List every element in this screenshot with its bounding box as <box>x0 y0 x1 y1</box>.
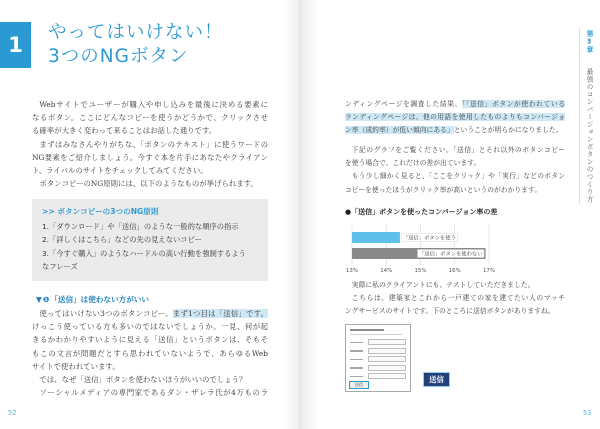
ng-principle-item: 3.「今すぐ購入」のようなハードルの高い行動を強制するよう <box>42 248 246 258</box>
form-row <box>350 365 408 372</box>
intro-line: NG要素をご紹介しましょう。今すぐ本を片手にあなたやクライアン <box>32 152 268 162</box>
form-subheader-bar <box>350 334 402 335</box>
side-tab-chapter-title: 最強のコンバージョンボタンのつくり方 <box>585 68 593 203</box>
highlighted-text: まず1つ目は「送信」です。 <box>172 309 268 318</box>
x-tick-label: 15% <box>414 268 427 274</box>
form-screenshot <box>345 324 411 392</box>
intro-line: なるボタン。ここにどんなコピーを使うかどうかで、クリックさせ <box>32 113 268 123</box>
chart-intro-line: 下記のグラフをご覧ください。「送信」とそれ以外のボタンコピー <box>351 146 565 154</box>
chart-title: ●「送信」ボタンを使ったコンバージョン率の差 <box>345 208 498 216</box>
submit-button-callout: 送信 <box>423 372 450 387</box>
ng-principle-item: 2.「詳しくはこちら」などの先の見えないコピー <box>42 235 202 245</box>
form-field-input <box>368 373 406 379</box>
body-line: もこの文言が問題だとすら思われていないようで、あらゆるWeb <box>32 348 268 358</box>
intro-line: まずはみなさんやりがちな、「ボタンのテキスト」に使うワードの <box>39 139 268 149</box>
body-line: ソーシャルメディアの専門家であるダン・ザレラ氏が4万ものラ <box>39 388 268 398</box>
research-line <box>345 124 565 137</box>
page-number-right: 53 <box>583 409 592 417</box>
page-title <box>48 21 224 69</box>
chart-intro-line: コピーを使ったほうがクリック率が高いというのがわかります。 <box>345 185 542 194</box>
bar-label: 「送信」ボタンを使わない <box>418 251 483 258</box>
form-field-input <box>368 348 406 354</box>
page-title-line-1: やってはいけない！ <box>48 22 224 43</box>
research-paragraph <box>345 98 565 138</box>
ng-principles-box <box>32 199 268 281</box>
form-field-input <box>368 365 406 371</box>
case-line: こちらは、建築家とこれから一戸建ての家を建てたい人のマッチ <box>351 294 565 303</box>
body-line: では、なぜ「送信」ボタンを使わないほうがいいのでしょう？ <box>39 374 247 384</box>
form-field-label <box>350 376 363 378</box>
x-tick-label: 14% <box>380 268 393 274</box>
form-submit-button: 送信 <box>349 381 369 389</box>
form-header-bar <box>350 329 384 331</box>
ng-principles-heading: >> ボタンコピーの3つのNG原則 <box>42 207 159 216</box>
form-field-input <box>368 339 406 345</box>
circled-number-one-icon: ❶ <box>42 295 50 304</box>
chart-intro-line: もう少し細かく見ると、「ここをクリック」や「実行」などのボタン <box>351 172 565 181</box>
highlighted-text: 「「送信」ボタンが使われている <box>461 100 565 108</box>
highlighted-text: ランディングページは、他の用語を使用したものよりもコンバージョ <box>345 113 565 122</box>
body-text: ンディングページを調査した結果、 <box>345 100 462 108</box>
case-line: 実際に私のクライアントにも、テストしていただきました。 <box>351 281 535 289</box>
section-heading <box>36 294 149 306</box>
body-text: 使ってはいけない3つのボタンコピー、 <box>39 309 173 318</box>
form-row <box>350 356 408 363</box>
case-line: ングサービスのサイトです。下のところに送信ボタンがありますね。 <box>345 307 555 316</box>
form-field-label <box>350 342 363 344</box>
form-field-label <box>350 359 363 361</box>
chapter-index-badge: 1 <box>0 22 31 68</box>
conversion-rate-chart <box>345 219 510 277</box>
body-line <box>32 307 268 320</box>
intro-paragraphs <box>32 98 268 190</box>
body-line: けっこう使っている方も多いのではないでしょうか。一見、何が起 <box>32 322 268 332</box>
form-field-label <box>350 367 363 369</box>
chart-intro-paragraphs <box>345 144 565 197</box>
research-line <box>345 98 565 111</box>
body-paragraphs <box>32 307 268 399</box>
side-tab-rule <box>579 28 580 204</box>
intro-line: る確率が大きく変わって来ることはお話した通りです。 <box>32 126 217 136</box>
x-tick-label: 13% <box>346 268 358 274</box>
bar-label: 「送信」ボタンを使う <box>402 235 456 242</box>
page-number-left: 52 <box>8 409 17 417</box>
x-tick-label: 16% <box>448 268 461 274</box>
x-tick-label: 17% <box>483 268 495 274</box>
form-field-input <box>368 356 406 362</box>
intro-line: ボタンコピーのNG原則には、以下のようなものが挙げられます。 <box>39 179 258 189</box>
research-line <box>345 111 565 124</box>
case-study-paragraphs <box>345 279 565 319</box>
bar <box>352 232 400 243</box>
form-row <box>350 373 408 380</box>
side-tab-chapter: 第3章 <box>585 30 593 54</box>
body-line: サイトで使われています。 <box>32 361 120 371</box>
form-row <box>350 339 408 346</box>
section-heading-text: 「送信」は使わない方がいい <box>50 295 149 304</box>
body-text: ということが明らかになりました。 <box>453 126 563 135</box>
highlighted-text: ン率（成約率）が低い傾向にある」 <box>345 126 454 135</box>
intro-line: ト、ライバルのサイトをチェックしてみてください。 <box>32 165 208 175</box>
body-line: きるかわかりやすいように見える「送信」というボタンは、そもそ <box>32 335 268 345</box>
ng-principles-list <box>42 220 246 273</box>
intro-line: Webサイトでユーザーが購入や申し込みを最後に決める要素に <box>39 100 268 109</box>
page-title-line-2: 3つのNGボタン <box>48 46 189 67</box>
ng-principle-item: 1.「ダウンロード」や「送信」のような一般的な順序の指示 <box>42 222 239 231</box>
triangle-down-icon: ▼ <box>36 295 42 304</box>
form-row <box>350 348 408 355</box>
ng-principle-item-continued: なフレーズ <box>42 261 78 271</box>
form-field-label <box>350 350 363 352</box>
chart-intro-line: を使う場合で、これだけの差が出ています。 <box>345 159 481 168</box>
